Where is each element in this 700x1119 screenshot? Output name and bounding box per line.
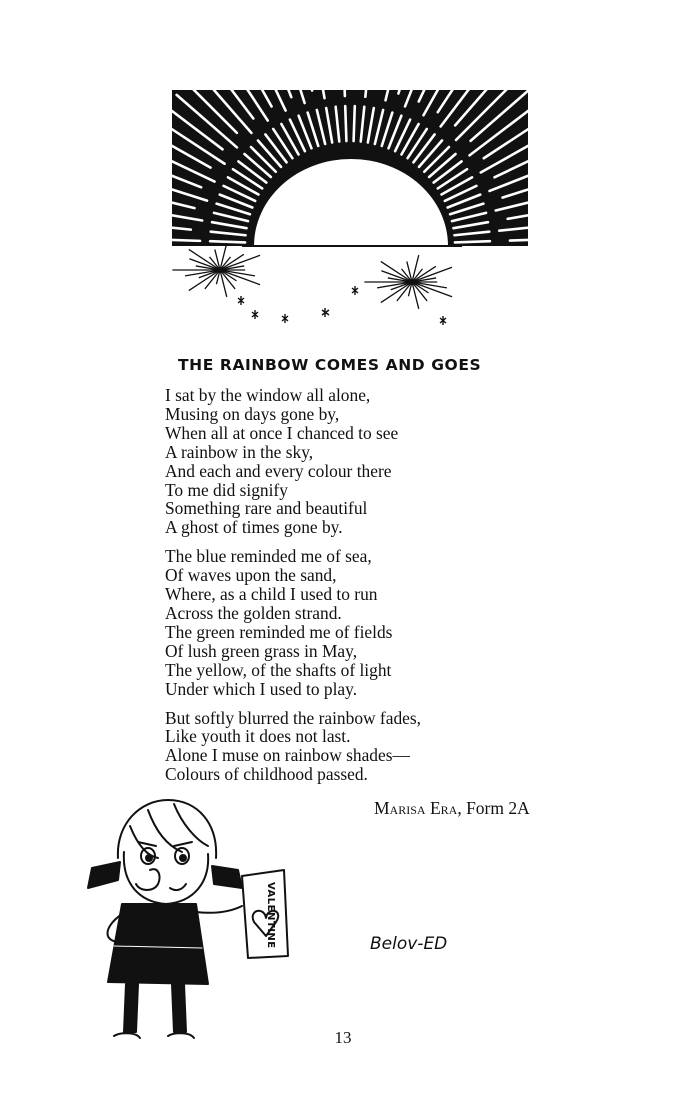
poem-line: I sat by the window all alone, [165, 385, 371, 405]
poem-line: To me did signify [165, 479, 288, 500]
author-credit [374, 798, 574, 819]
poem-line: When all at once I chanced to see [165, 422, 399, 443]
author-name: Marisa Era [374, 798, 458, 818]
poem-line: The yellow, of the shafts of light [165, 659, 392, 680]
poem-line: Alone I muse on rainbow shades— [165, 745, 410, 766]
poem-title: THE RAINBOW COMES AND GOES [178, 356, 482, 374]
poem-line: Colours of childhood passed. [165, 764, 368, 785]
sunrise-illustration [172, 90, 528, 330]
poem-line: But softly blurred the rainbow fades, [165, 707, 421, 728]
poem-line: The green reminded me of fields [165, 621, 393, 642]
valentine-card-text: VALENTINE [265, 882, 276, 949]
poem-line: A rainbow in the sky, [165, 441, 314, 462]
poem-body [165, 386, 545, 794]
stanza [165, 709, 545, 785]
poem-line: Of waves upon the sand, [165, 565, 337, 586]
stanza [165, 386, 545, 537]
poem-line: And each and every colour there [165, 460, 392, 481]
poem-line: Like youth it does not last. [165, 726, 351, 747]
poem-line: Of lush green grass in May, [165, 640, 358, 661]
page-number: 13 [334, 1028, 352, 1047]
poem-line: The blue reminded me of sea, [165, 546, 372, 567]
poem-line: Musing on days gone by, [165, 403, 340, 424]
poem-line: Under which I used to play. [165, 678, 358, 699]
stanza [165, 547, 545, 698]
poem-line: Across the golden strand. [165, 602, 342, 623]
poem-line: A ghost of times gone by. [165, 517, 343, 538]
poem-line: Something rare and beautiful [165, 498, 368, 519]
author-form: , Form 2A [457, 798, 530, 818]
illustrator-signature: Belov-ED [370, 934, 448, 954]
girl-valentine-illustration [78, 796, 308, 1051]
poem-line: Where, as a child I used to run [165, 584, 378, 605]
